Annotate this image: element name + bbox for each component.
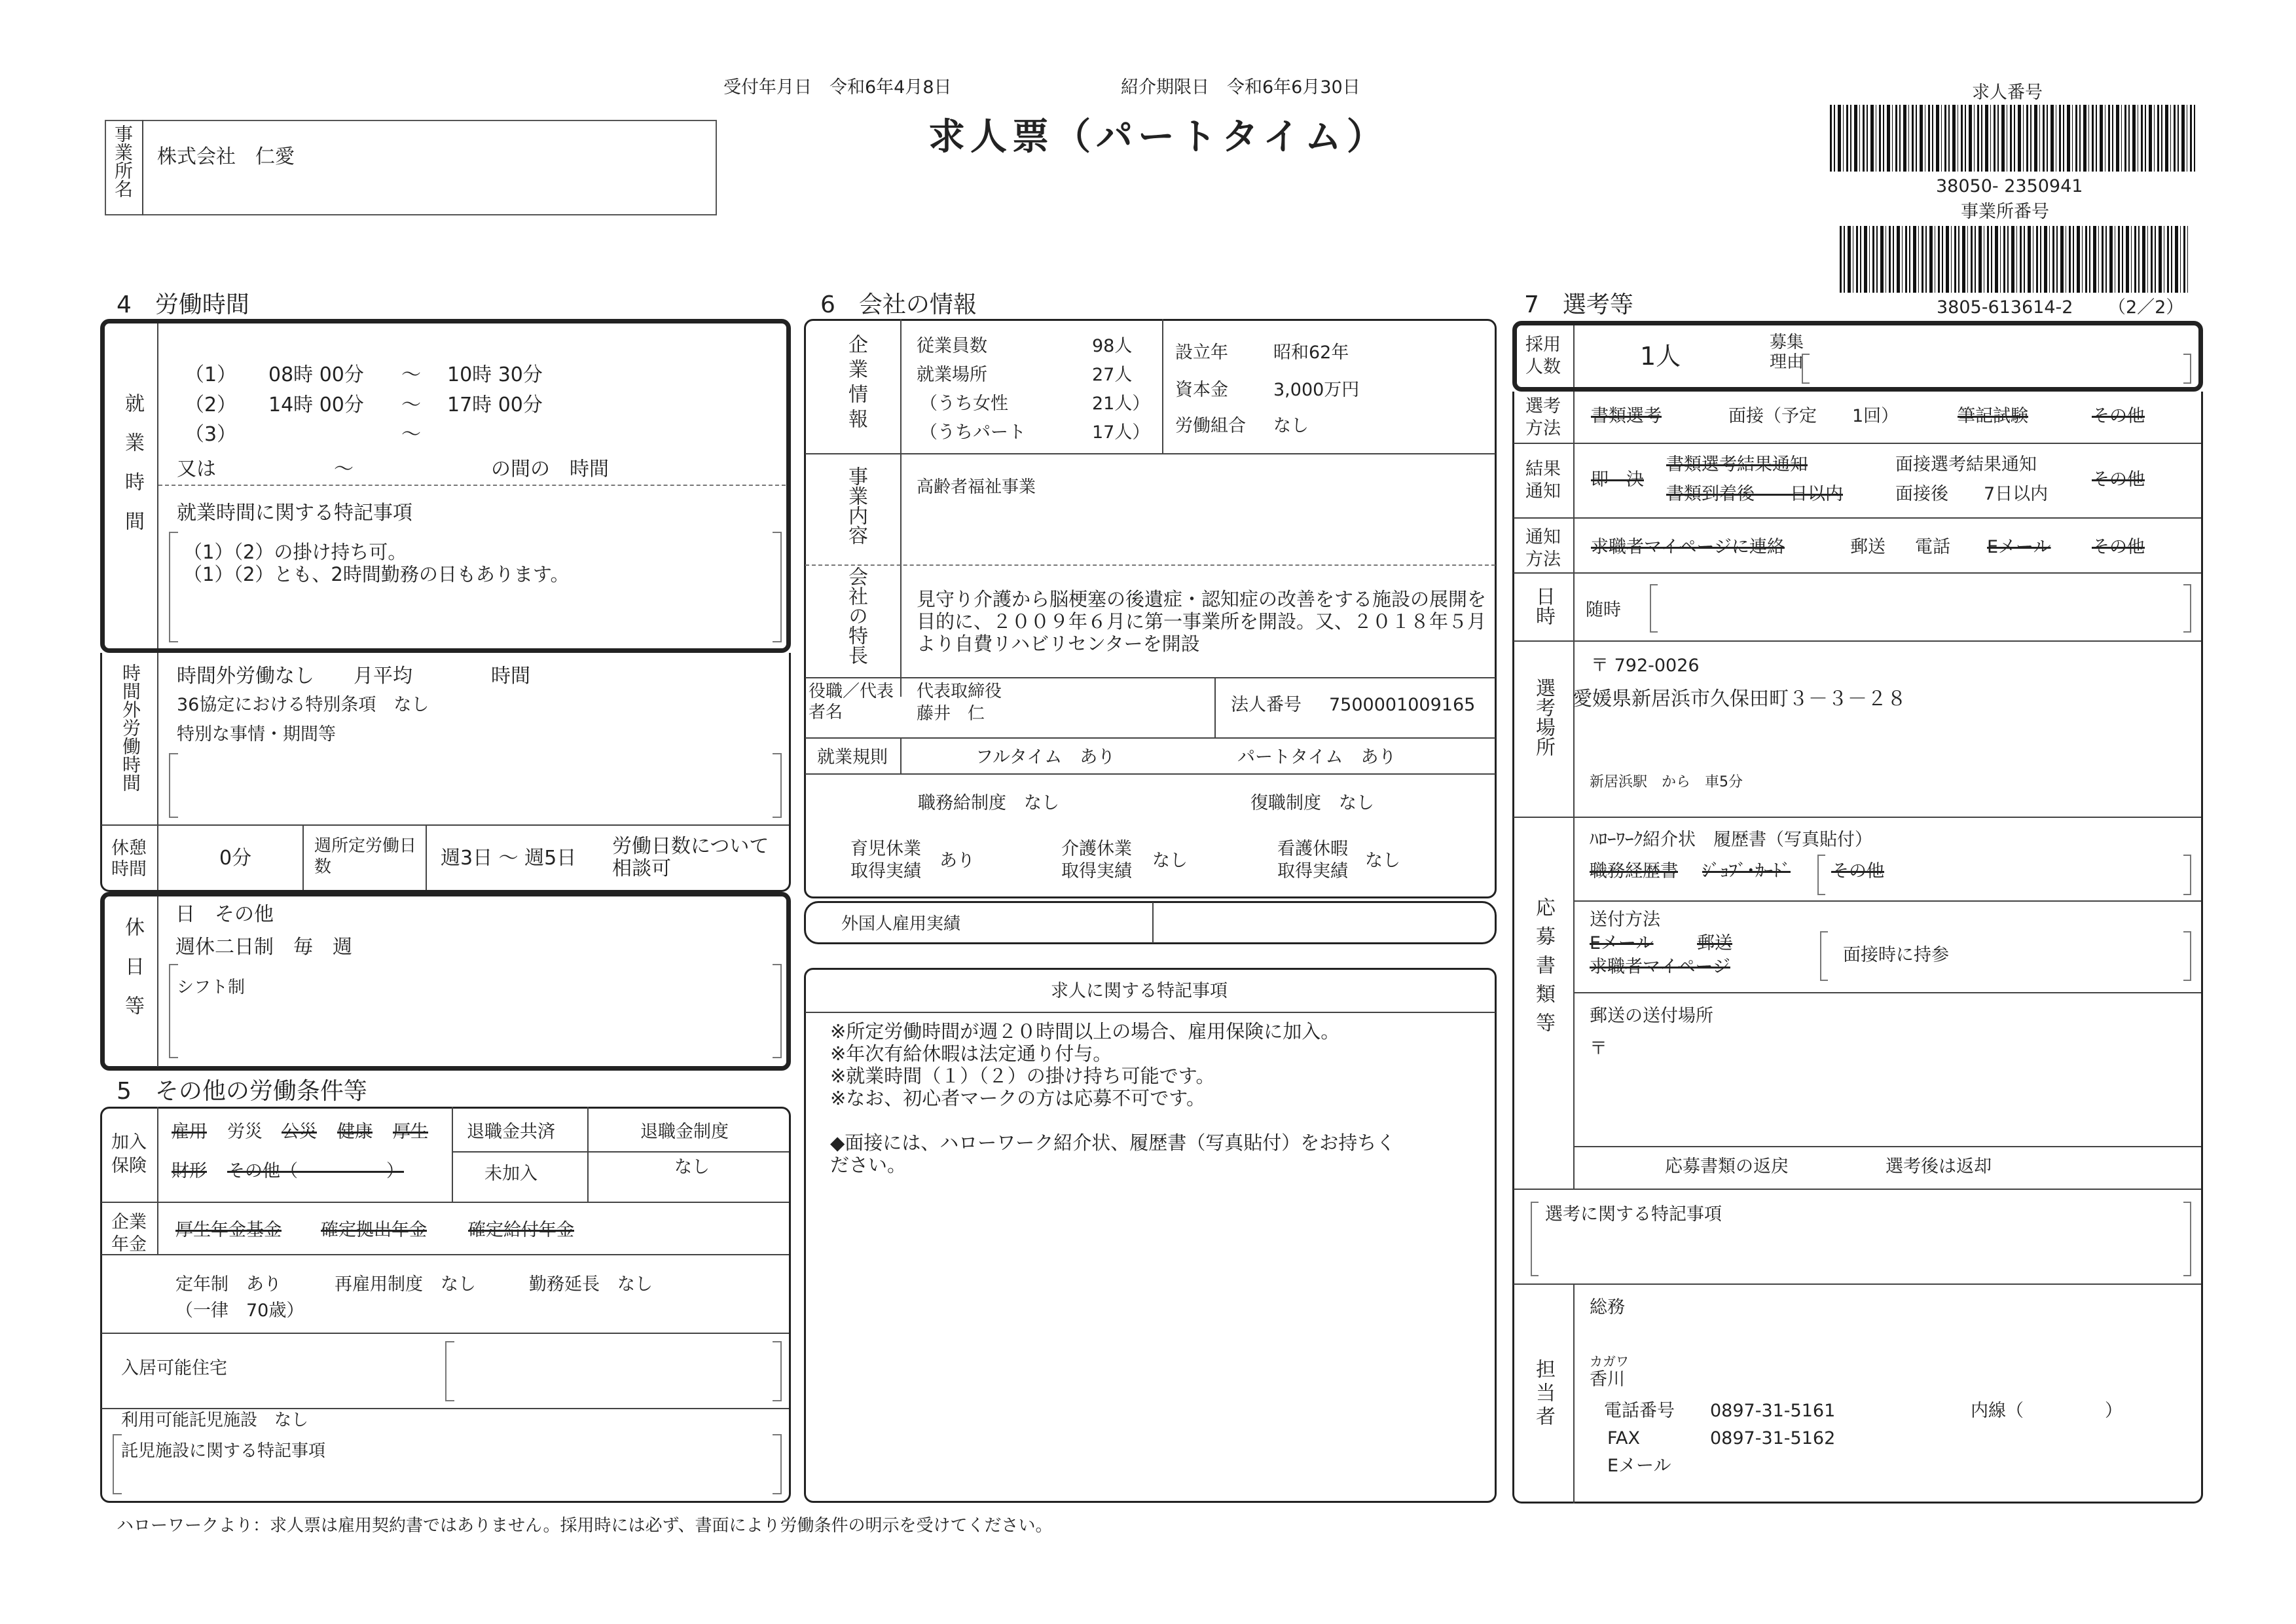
ins-pension: 厚生 (393, 1122, 428, 1142)
holiday-week: 週休二日制 毎 週 (175, 936, 352, 959)
date: 随時 (1586, 600, 1621, 620)
docs-jobcard: ｼﾞｮﾌﾞ･ｶｰﾄﾞ (1702, 861, 1791, 881)
ins-accident: 労災 (227, 1122, 263, 1142)
holiday-days: 日 その他 (175, 903, 274, 926)
tel: 0897-31-5161 (1710, 1401, 1836, 1421)
footer-note: ハローワークより：求人票は雇用契約書ではありません。採用時には必ず、書面により労働条件の明示を受けてください。 (117, 1516, 1053, 1536)
mutual-aid: 未加入 (484, 1164, 538, 1184)
return-label: 応募書類の返戻 (1665, 1156, 1789, 1177)
overtime: 時間外労働なし 月平均 時間 (177, 665, 530, 688)
send-email: Eメール (1590, 933, 1654, 953)
notify-mail: 郵送 (1850, 537, 1886, 557)
corporate-number-label: 法人番号 (1231, 695, 1302, 715)
contact-dept: 総務 (1590, 1297, 1625, 1318)
retirement: 定年制 あり 再雇用制度 なし 勤務延長 なし (175, 1274, 653, 1295)
foreign-employment-label: 外国人雇用実績 (841, 914, 961, 934)
notify-other: その他 (2092, 537, 2145, 557)
extension-close: ） (2105, 1401, 2123, 1421)
rules-fulltime: フルタイム あり (975, 747, 1116, 767)
office-name: 株式会社 仁愛 (157, 145, 295, 168)
business-label: 事業内容 (845, 466, 867, 545)
retirement-benefit-label: 退職金制度 (640, 1122, 729, 1142)
established: 昭和62年 (1273, 342, 1349, 363)
docs-career: 職務経歴書 (1590, 861, 1678, 881)
mail-postal: 〒 (1590, 1039, 1607, 1059)
fax-label: FAX (1607, 1428, 1641, 1449)
pension-db: 確定給付年金 (468, 1220, 574, 1240)
postal-code: 〒 792-0026 (1591, 655, 1700, 676)
section-4-title: 4 労働時間 (117, 291, 249, 318)
childcare-leave-label: 育児休業取得実績 (850, 839, 921, 881)
result-notice-label: 結果通知 (1525, 459, 1561, 502)
ins-employment: 雇用 (172, 1122, 207, 1142)
ins-public: 公災 (282, 1122, 317, 1142)
date-label: 日時 (1532, 586, 1555, 625)
business: 高齢者福祉事業 (917, 477, 1036, 497)
ins-other: その他（ ） (227, 1161, 404, 1181)
send-note: 面接時に持参 (1843, 945, 1949, 965)
contact-label: 担当者 (1532, 1359, 1555, 1430)
shift-no: （1） (185, 363, 237, 386)
return: 選考後は返却 (1886, 1156, 1992, 1177)
duty-pay: 職務給制度 なし (918, 793, 1059, 813)
job-special-title: 求人に関する特記事項 (1051, 981, 1228, 1001)
address: 愛媛県新居浜市久保田町３－３－２８ (1573, 688, 1906, 710)
nursing-leave: なし (1365, 851, 1400, 871)
result-interview-notice: 面接選考結果通知 (1895, 454, 2037, 475)
result-interview-days: 面接後 7日以内 (1895, 484, 2049, 504)
hire-reason-label: 募集理由 (1769, 333, 1804, 372)
or-between: 又は ～ の間の 時間 (177, 458, 609, 481)
holiday-note: シフト制 (177, 978, 246, 997)
shift-no: （3） (185, 423, 237, 446)
page-number: （2／2） (2108, 297, 2184, 318)
weekly-days-label: 週所定労働日数 (314, 836, 417, 877)
childcare-note: 託児施設に関する特記事項 (121, 1441, 326, 1461)
mail-address-label: 郵送の送付場所 (1590, 1006, 1713, 1026)
reinstatement: 復職制度 なし (1250, 793, 1374, 813)
work-hours-label: 就業時間 (121, 393, 144, 550)
housing-label: 入居可能住宅 (121, 1358, 227, 1378)
women-label: （うち女性 (920, 394, 1008, 414)
result-other: その他 (2092, 470, 2145, 490)
contact-name: 香川 (1590, 1369, 1625, 1390)
rules-parttime: パートタイム あり (1237, 747, 1396, 767)
nursing-leave-label: 看護休暇取得実績 (1277, 839, 1348, 881)
overtime-label: 時間外労働時間 (120, 663, 141, 792)
pension-label: 企業年金 (111, 1212, 147, 1255)
referral-deadline: 紹介期限日 令和6年6月30日 (1121, 77, 1360, 98)
section-7-title: 7 選考等 (1524, 291, 1633, 318)
feature: 見守り介護から脳梗塞の後遺症・認知症の改善をする施設の展開を 目的に、２００９年６月に第一事業所を開設。又、２０１８年５月 より自費リハビリセンターを開設 (917, 588, 1487, 655)
selection-method-label: 選考方法 (1525, 396, 1561, 439)
site-employees-label: 就業場所 (917, 365, 987, 385)
weekly-days: 週3日 ～ 週5日 (441, 847, 577, 870)
result-immediate: 即 決 (1591, 470, 1644, 490)
ins-savings: 財形 (172, 1161, 207, 1181)
send-mypage: 求職者マイページ (1590, 957, 1730, 977)
part-label: （うちパート (920, 422, 1026, 443)
hours-special-text: （1）（2）の掛け持ち可。 （1）（2）とも、2時間勤務の日もあります。 (183, 541, 570, 585)
shift-no: （2） (185, 394, 237, 416)
holiday-label: 休日等 (121, 917, 144, 1035)
section-5-title: 5 その他の労働条件等 (117, 1078, 367, 1105)
job-number: 38050- 2350941 (1936, 176, 2083, 196)
shift-end: 17時 00分 (447, 394, 543, 416)
employees-label: 従業員数 (917, 336, 987, 356)
method-written: 筆記試験 (1958, 406, 2028, 426)
office-barcode (1840, 226, 2188, 293)
childcare-leave: あり (939, 851, 975, 871)
job-number-label: 求人番号 (1972, 83, 2043, 103)
retirement-age: （一律 70歳） (175, 1301, 304, 1321)
email-label: Eメール (1607, 1456, 1671, 1476)
shift-sep: ～ (401, 423, 421, 446)
union: なし (1273, 416, 1309, 436)
send-mail: 郵送 (1697, 933, 1732, 953)
company-info-label: 企業情報 (845, 334, 867, 434)
contact-kana: カガワ (1590, 1354, 1629, 1369)
insurance-label: 加入保険 (111, 1132, 147, 1176)
reception-date: 受付年月日 令和6年4月8日 (723, 77, 952, 98)
representative-label: 役職／代表者名 (809, 682, 894, 722)
capital-label: 資本金 (1175, 380, 1228, 400)
docs-other: その他 (1831, 861, 1884, 881)
result-doc-days: 書類到着後 日以内 (1666, 484, 1843, 504)
break-label: 休憩時間 (111, 838, 147, 879)
hire-count: 1人 (1640, 342, 1681, 371)
representative-title: 代表取締役 (917, 682, 1002, 701)
feature-label: 会社の特長 (845, 566, 867, 665)
method-other: その他 (2092, 406, 2145, 426)
docs-required: ﾊﾛｰﾜｰｸ紹介状 履歴書（写真貼付） (1590, 830, 1872, 850)
work-rules-label: 就業規則 (817, 747, 888, 767)
shift-start: 08時 00分 (268, 363, 364, 386)
pension-fund: 厚生年金基金 (175, 1220, 282, 1240)
notify-email: Eメール (1987, 537, 2051, 557)
shift-end: 10時 30分 (447, 363, 543, 386)
office-number: 3805-613614-2 (1937, 297, 2073, 318)
notice-method-label: 通知方法 (1525, 527, 1561, 570)
access: 新居浜駅 から 車5分 (1590, 774, 1743, 790)
notify-mypage: 求職者マイページに連絡 (1591, 537, 1785, 557)
break-time: 0分 (219, 847, 252, 870)
shift-sep: ～ (401, 363, 421, 386)
part: 17人） (1092, 422, 1150, 443)
special-circumstances: 特別な事情・期間等 (177, 724, 336, 745)
retirement-benefit: なし (674, 1157, 710, 1177)
art36: 36協定における特別条項 なし (177, 695, 429, 715)
care-leave: なし (1152, 851, 1188, 871)
representative-name: 藤井 仁 (917, 704, 985, 724)
care-leave-label: 介護休業取得実績 (1061, 839, 1132, 881)
place-label: 選考場所 (1532, 678, 1555, 756)
office-number-label: 事業所番号 (1961, 202, 2049, 222)
documents-label: 応募書類等 (1532, 897, 1555, 1041)
corporate-number: 7500001009165 (1329, 695, 1476, 715)
office-name-label: 事業所名 (112, 124, 134, 198)
shift-start: 14時 00分 (268, 394, 364, 416)
method-interview: 面接（予定 1回） (1728, 406, 1899, 426)
childcare: 利用可能託児施設 なし (121, 1411, 309, 1430)
shift-sep: ～ (401, 394, 421, 416)
site-employees: 27人 (1092, 365, 1133, 385)
tel-label: 電話番号 (1604, 1401, 1675, 1421)
section-6-title: 6 会社の情報 (820, 291, 977, 318)
job-special-text: ※所定労働時間が週２０時間以上の場合、雇用保険に加入。 ※年次有給休暇は法定通り付与。 ※就業時間（１）（２）の掛け持ち可能です。 ※なお、初心者マークの方は応募不可です。 ◆面接には、ハローワーク紹介状、履歴書（写真貼付）をお持ちく ださい。 (830, 1020, 1396, 1176)
job-barcode (1830, 105, 2198, 172)
result-doc-notice: 書類選考結果通知 (1666, 454, 1808, 475)
mutual-aid-label: 退職金共済 (467, 1122, 555, 1142)
send-method-label: 送付方法 (1590, 910, 1660, 930)
page-title: 求人票（パートタイム） (928, 116, 1389, 158)
capital: 3,000万円 (1273, 380, 1360, 400)
employees: 98人 (1092, 336, 1133, 356)
selection-special-label: 選考に関する特記事項 (1545, 1204, 1722, 1225)
established-label: 設立年 (1175, 342, 1228, 363)
ins-health: 健康 (337, 1122, 373, 1142)
method-documents: 書類選考 (1591, 406, 1662, 426)
union-label: 労働組合 (1175, 416, 1246, 436)
fax: 0897-31-5162 (1710, 1428, 1836, 1449)
hire-box (1512, 321, 2203, 392)
hire-count-label: 採用人数 (1525, 335, 1561, 377)
notify-phone: 電話 (1915, 537, 1950, 557)
women: 21人） (1092, 394, 1150, 414)
extension-label: 内線（ (1971, 1401, 2024, 1421)
pension-dc: 確定拠出年金 (321, 1220, 427, 1240)
weekly-days-note: 労働日数について相談可 (612, 835, 769, 880)
hours-special-label: 就業時間に関する特記事項 (177, 502, 412, 525)
